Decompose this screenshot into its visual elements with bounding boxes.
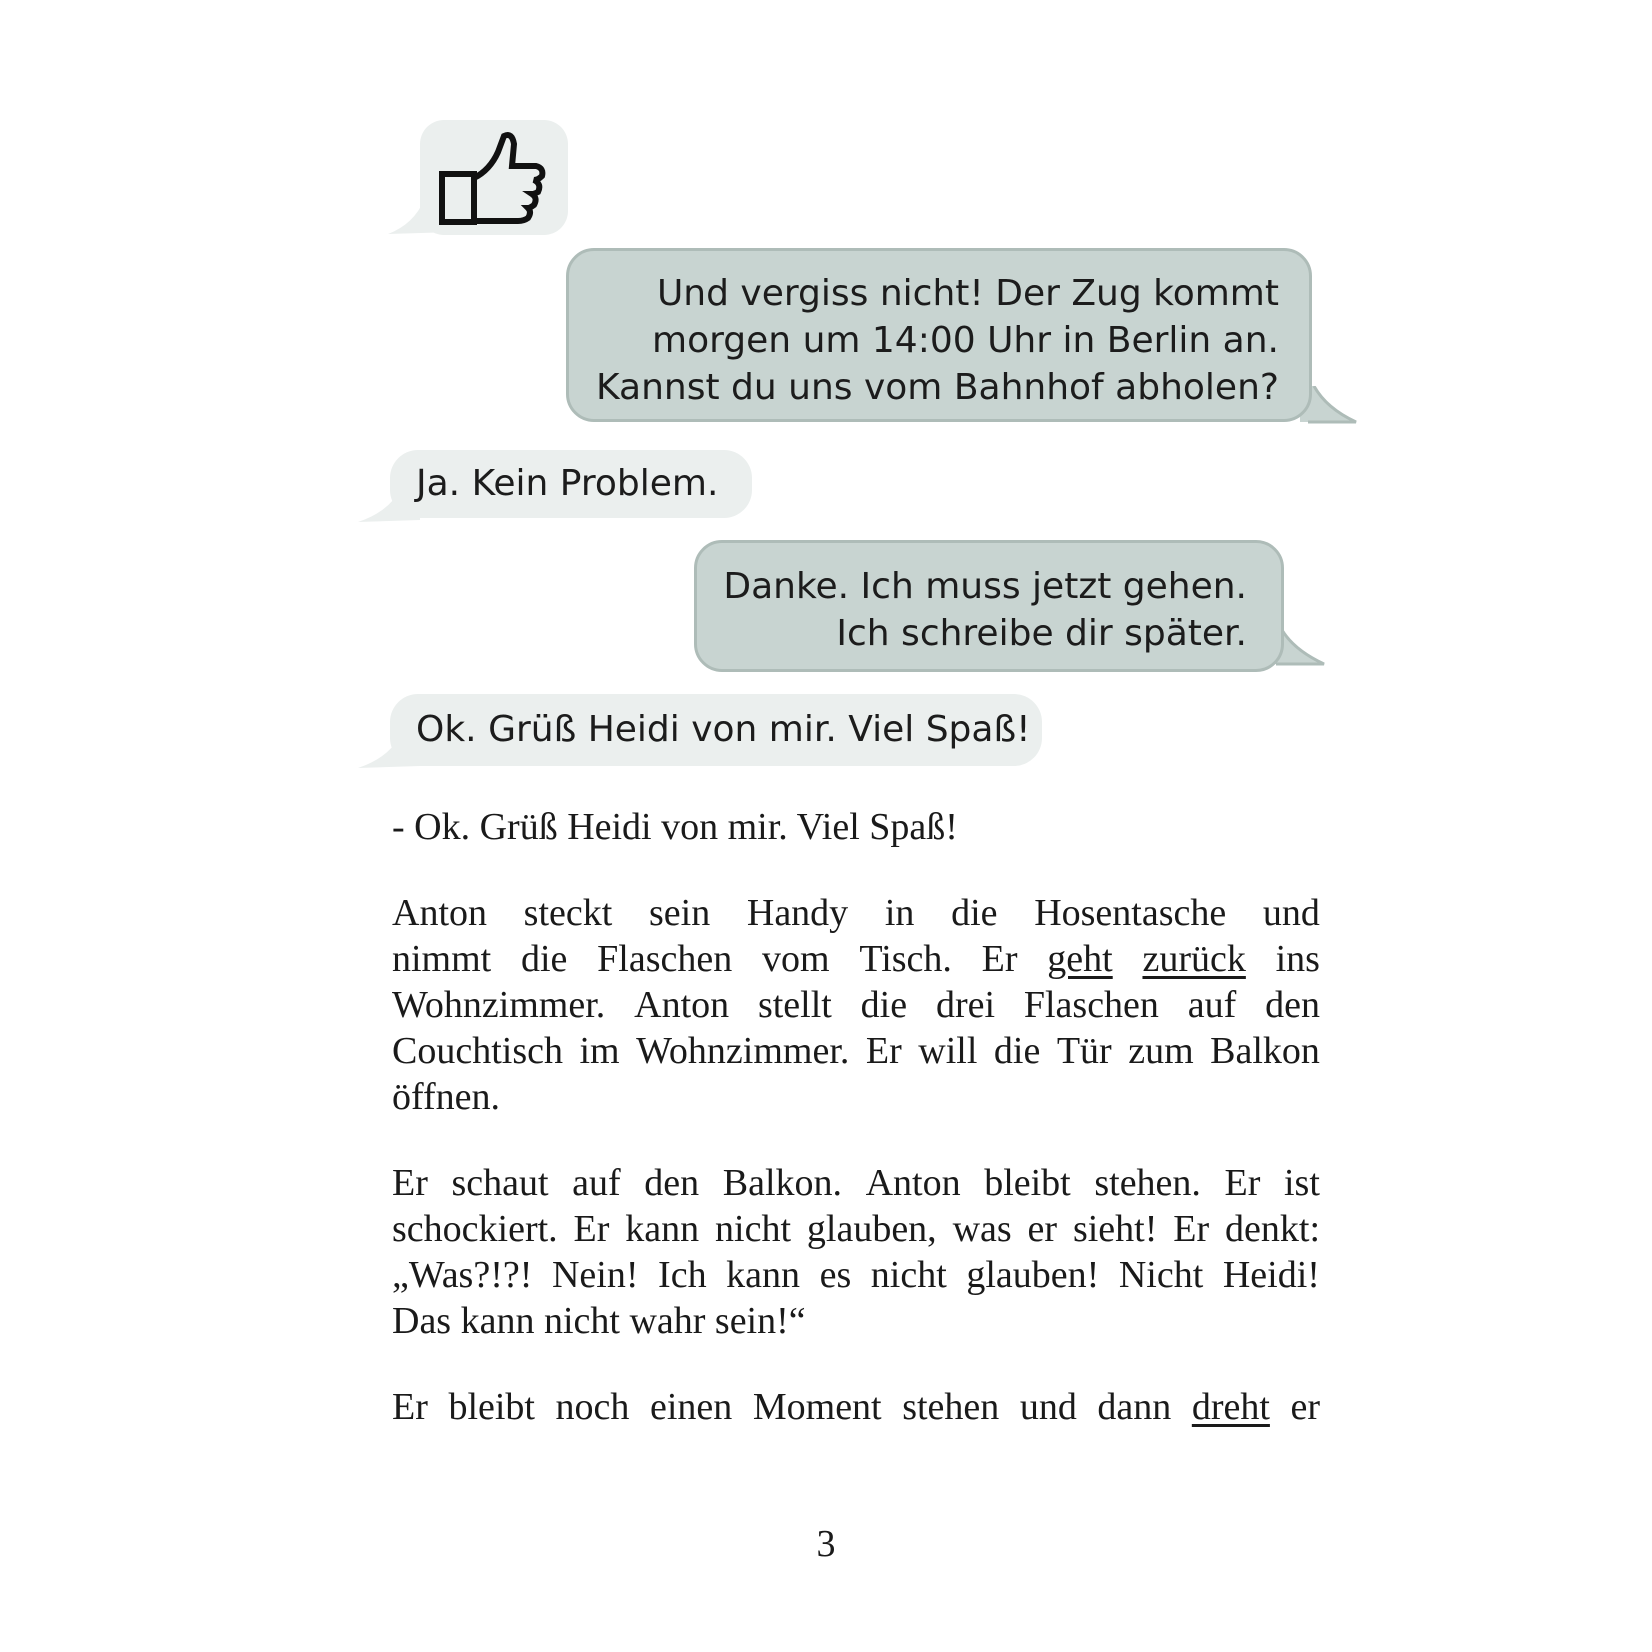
word: kann xyxy=(625,1208,700,1250)
word: „Was?!?! xyxy=(392,1254,533,1296)
message-line: Danke. Ich muss jetzt gehen. xyxy=(723,566,1247,607)
word: den xyxy=(1265,984,1320,1026)
word: nicht xyxy=(715,1208,792,1250)
word: Er xyxy=(1224,1162,1261,1204)
word: es xyxy=(819,1254,852,1296)
reaction-bubble xyxy=(420,120,568,235)
word: auf xyxy=(1187,984,1237,1026)
word: Er xyxy=(1173,1208,1210,1250)
quote-line: - Ok. Grüß Heidi von mir. Viel Spaß! xyxy=(392,806,958,848)
word: stehen. xyxy=(1094,1162,1201,1204)
message-line: Ja. Kein Problem. xyxy=(416,463,719,504)
page-number: 3 xyxy=(816,1523,836,1565)
word: und xyxy=(1019,1386,1077,1428)
word: glauben, xyxy=(806,1208,937,1250)
story-paragraph-3 xyxy=(392,1384,1320,1430)
word: Nein! xyxy=(551,1254,639,1296)
word: den xyxy=(644,1162,700,1204)
word: die xyxy=(993,1030,1041,1072)
word: will xyxy=(918,1030,978,1072)
paragraph-line xyxy=(392,1252,1320,1298)
word: zum xyxy=(1128,1030,1194,1072)
word: Heidi! xyxy=(1222,1254,1320,1296)
paragraph-line xyxy=(392,936,1320,982)
word: schockiert. xyxy=(392,1208,558,1250)
underlined-word: geht xyxy=(1047,938,1113,980)
word: Nicht xyxy=(1118,1254,1204,1296)
word: einen xyxy=(649,1386,733,1428)
word: ins xyxy=(1275,938,1320,980)
word: stehen xyxy=(902,1386,1000,1428)
word: Er xyxy=(392,1386,428,1428)
word: steckt xyxy=(523,892,613,934)
paragraph-line: Das kann nicht wahr sein!“ xyxy=(392,1300,806,1342)
word: Flaschen xyxy=(597,938,733,980)
word: was xyxy=(952,1208,1012,1250)
word: in xyxy=(884,892,915,934)
message-sent-1 xyxy=(566,248,1312,422)
word: noch xyxy=(555,1386,630,1428)
word: Hosentasche xyxy=(1034,892,1227,934)
word: bleibt xyxy=(984,1162,1071,1204)
word: Balkon xyxy=(1210,1030,1320,1072)
message-line: Ok. Grüß Heidi von mir. Viel Spaß! xyxy=(416,709,1031,750)
paragraph-line xyxy=(392,1206,1320,1252)
word: drei xyxy=(935,984,996,1026)
story-paragraph-2 xyxy=(392,1160,1320,1344)
thumbs-up-icon xyxy=(438,130,550,228)
word: die xyxy=(951,892,998,934)
word: die xyxy=(860,984,908,1026)
message-line: Ich schreibe dir später. xyxy=(836,613,1247,654)
word: Flaschen xyxy=(1023,984,1159,1026)
word: Er xyxy=(981,938,1018,980)
word: Wohnzimmer. xyxy=(636,1030,850,1072)
underlined-word: dreht xyxy=(1191,1386,1270,1428)
message-line: Kannst du uns vom Bahnhof abholen? xyxy=(596,367,1279,408)
word: Anton xyxy=(865,1162,961,1204)
word: vom xyxy=(762,938,830,980)
word: schaut xyxy=(451,1162,549,1204)
message-line: Und vergiss nicht! Der Zug kommt xyxy=(656,273,1279,314)
word: stellt xyxy=(757,984,832,1026)
word: Anton xyxy=(392,892,487,934)
word: er xyxy=(1027,1208,1058,1250)
message-line: morgen um 14:00 Uhr in Berlin an. xyxy=(652,320,1279,361)
paragraph-line: öffnen. xyxy=(392,1076,500,1118)
word: Handy xyxy=(746,892,849,934)
word: Er xyxy=(573,1208,610,1250)
word: Er xyxy=(865,1030,902,1072)
word: glauben! xyxy=(966,1254,1100,1296)
word: Tisch. xyxy=(859,938,952,980)
word: im xyxy=(579,1030,620,1072)
paragraph-line xyxy=(392,1028,1320,1074)
story-paragraph-1 xyxy=(392,890,1320,1120)
word: die xyxy=(520,938,568,980)
word: sieht! xyxy=(1072,1208,1158,1250)
word: Er xyxy=(392,1162,428,1204)
word: ist xyxy=(1283,1162,1320,1204)
paragraph-line xyxy=(392,1160,1320,1206)
word: Moment xyxy=(752,1386,882,1428)
word: kann xyxy=(726,1254,801,1296)
paragraph-line xyxy=(392,982,1320,1028)
word: Balkon. xyxy=(722,1162,843,1204)
word: dann xyxy=(1097,1386,1172,1428)
message-received-1 xyxy=(390,450,752,518)
word: Ich xyxy=(658,1254,707,1296)
story-quote xyxy=(392,804,1320,850)
message-sent-2 xyxy=(694,540,1284,672)
word: bleibt xyxy=(448,1386,535,1428)
paragraph-line xyxy=(392,1384,1320,1430)
word: Tür xyxy=(1056,1030,1112,1072)
word: nimmt xyxy=(392,938,492,980)
word: auf xyxy=(572,1162,621,1204)
word: er xyxy=(1290,1386,1320,1428)
underlined-word: zurück xyxy=(1142,938,1246,980)
word: sein xyxy=(648,892,711,934)
word: denkt: xyxy=(1225,1208,1320,1250)
word: Couchtisch xyxy=(392,1030,563,1072)
word: Wohnzimmer. xyxy=(392,984,606,1026)
word: Anton xyxy=(634,984,730,1026)
paragraph-line xyxy=(392,890,1320,936)
word: und xyxy=(1262,892,1320,934)
message-received-2 xyxy=(390,694,1042,766)
word: nicht xyxy=(870,1254,947,1296)
